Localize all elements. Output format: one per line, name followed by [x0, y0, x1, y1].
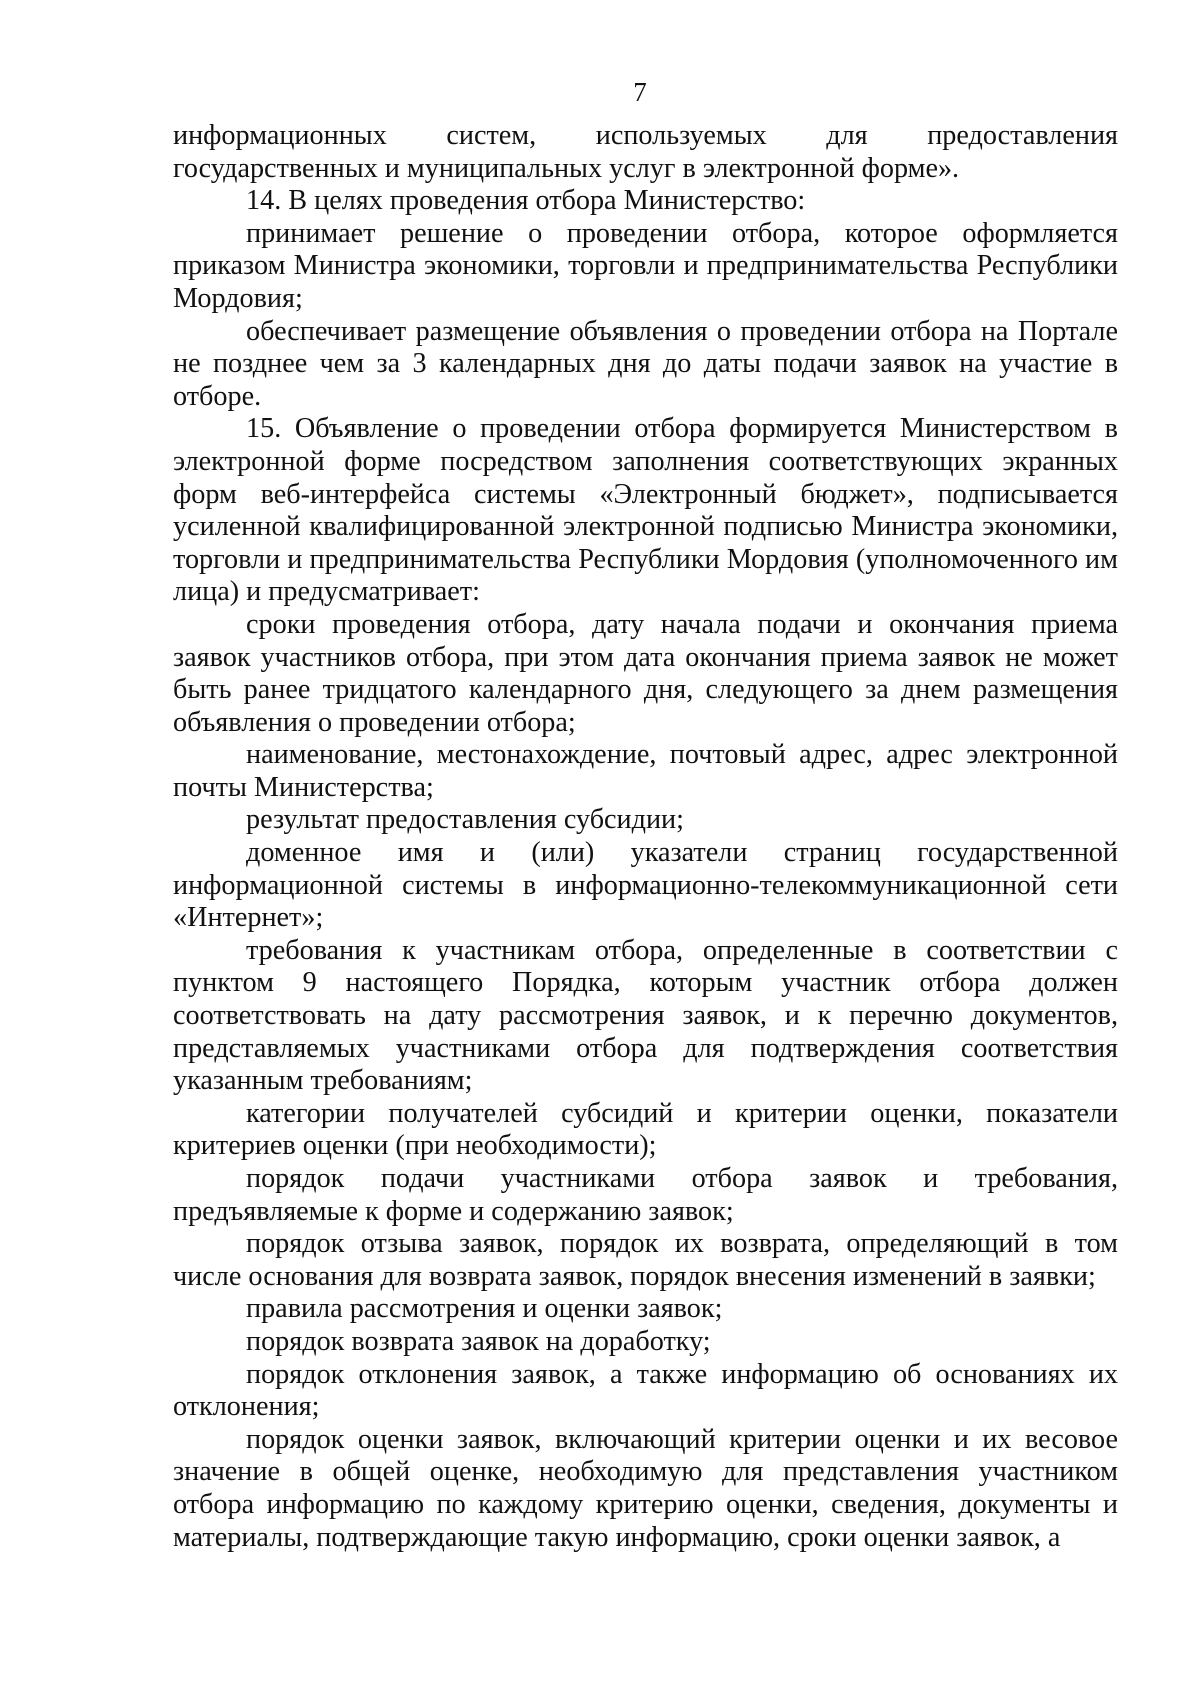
paragraph: принимает решение о проведении отбора, которое оформляется приказом Министра экономики, торговли и предпринимательства Республики Мордовия; — [173, 217, 1118, 314]
paragraph: порядок подачи участниками отбора заявок и требования, предъявляемые к форме и содержанию заявок; — [173, 1163, 1118, 1227]
page-number: 7 — [633, 77, 647, 107]
paragraph: наименование, местонахождение, почтовый адрес, адрес электронной почты Министерства; — [173, 739, 1118, 803]
paragraph: порядок отзыва заявок, порядок их возврата, определяющий в том числе основания для возврата заявок, порядок внесения изменений в заявки; — [173, 1228, 1118, 1292]
paragraph-continuation: информационных систем, используемых для предоставления государственных и муниципальных услуг в электронной форме». — [173, 120, 1118, 184]
document-body — [173, 120, 1118, 1554]
paragraph: результат предоставления субсидии; — [246, 804, 684, 836]
paragraph: категории получателей субсидий и критерии оценки, показатели критериев оценки (при необходимости); — [173, 1097, 1118, 1162]
paragraph: правила рассмотрения и оценки заявок; — [246, 1293, 723, 1325]
paragraph: порядок отклонения заявок, а также информацию об основаниях их отклонения; — [173, 1358, 1118, 1423]
paragraph-item-14: 14. В целях проведения отбора Министерство: — [246, 185, 806, 217]
paragraph: сроки проведения отбора, дату начала подачи и окончания приема заявок участников отбора, при этом дата окончания приема заявок не может быть ранее тридцатого календарного дня, следующего за днем размещения объявления о проведении отбора; — [173, 608, 1118, 738]
paragraph: обеспечивает размещение объявления о проведении отбора на Портале не позднее чем за 3 календарных дня до даты подачи заявок на участие в отборе. — [173, 315, 1118, 412]
paragraph: требования к участникам отбора, определенные в соответствии с пунктом 9 настоящего Порядка, которым участник отбора должен соответствовать на дату рассмотрения заявок, и к перечню документов, представляемых участниками отбора для подтверждения соответствия указанным требованиям; — [173, 934, 1118, 1097]
paragraph: порядок возврата заявок на доработку; — [246, 1325, 711, 1357]
paragraph-item-15: 15. Объявление о проведении отбора формируется Министерством в электронной форме посредством заполнения соответствующих экранных форм веб-интерфейса системы «Электронный бюджет», подписывается усиленной квалифицированной электронной подписью Министра экономики, торговли и предпринимательства Республики Мордовия (уполномоченного им лица) и предусматривает: — [173, 413, 1118, 608]
paragraph: доменное имя и (или) указатели страниц государственной информационной системы в информационно-телекоммуникационной сети «Интернет»; — [173, 837, 1118, 934]
paragraph: порядок оценки заявок, включающий критерии оценки и их весовое значение в общей оценке, необходимую для представления участником отбора информацию по каждому критерию оценки, сведения, документы и материалы, подтверждающие такую информацию, сроки оценки заявок, а — [173, 1423, 1118, 1553]
